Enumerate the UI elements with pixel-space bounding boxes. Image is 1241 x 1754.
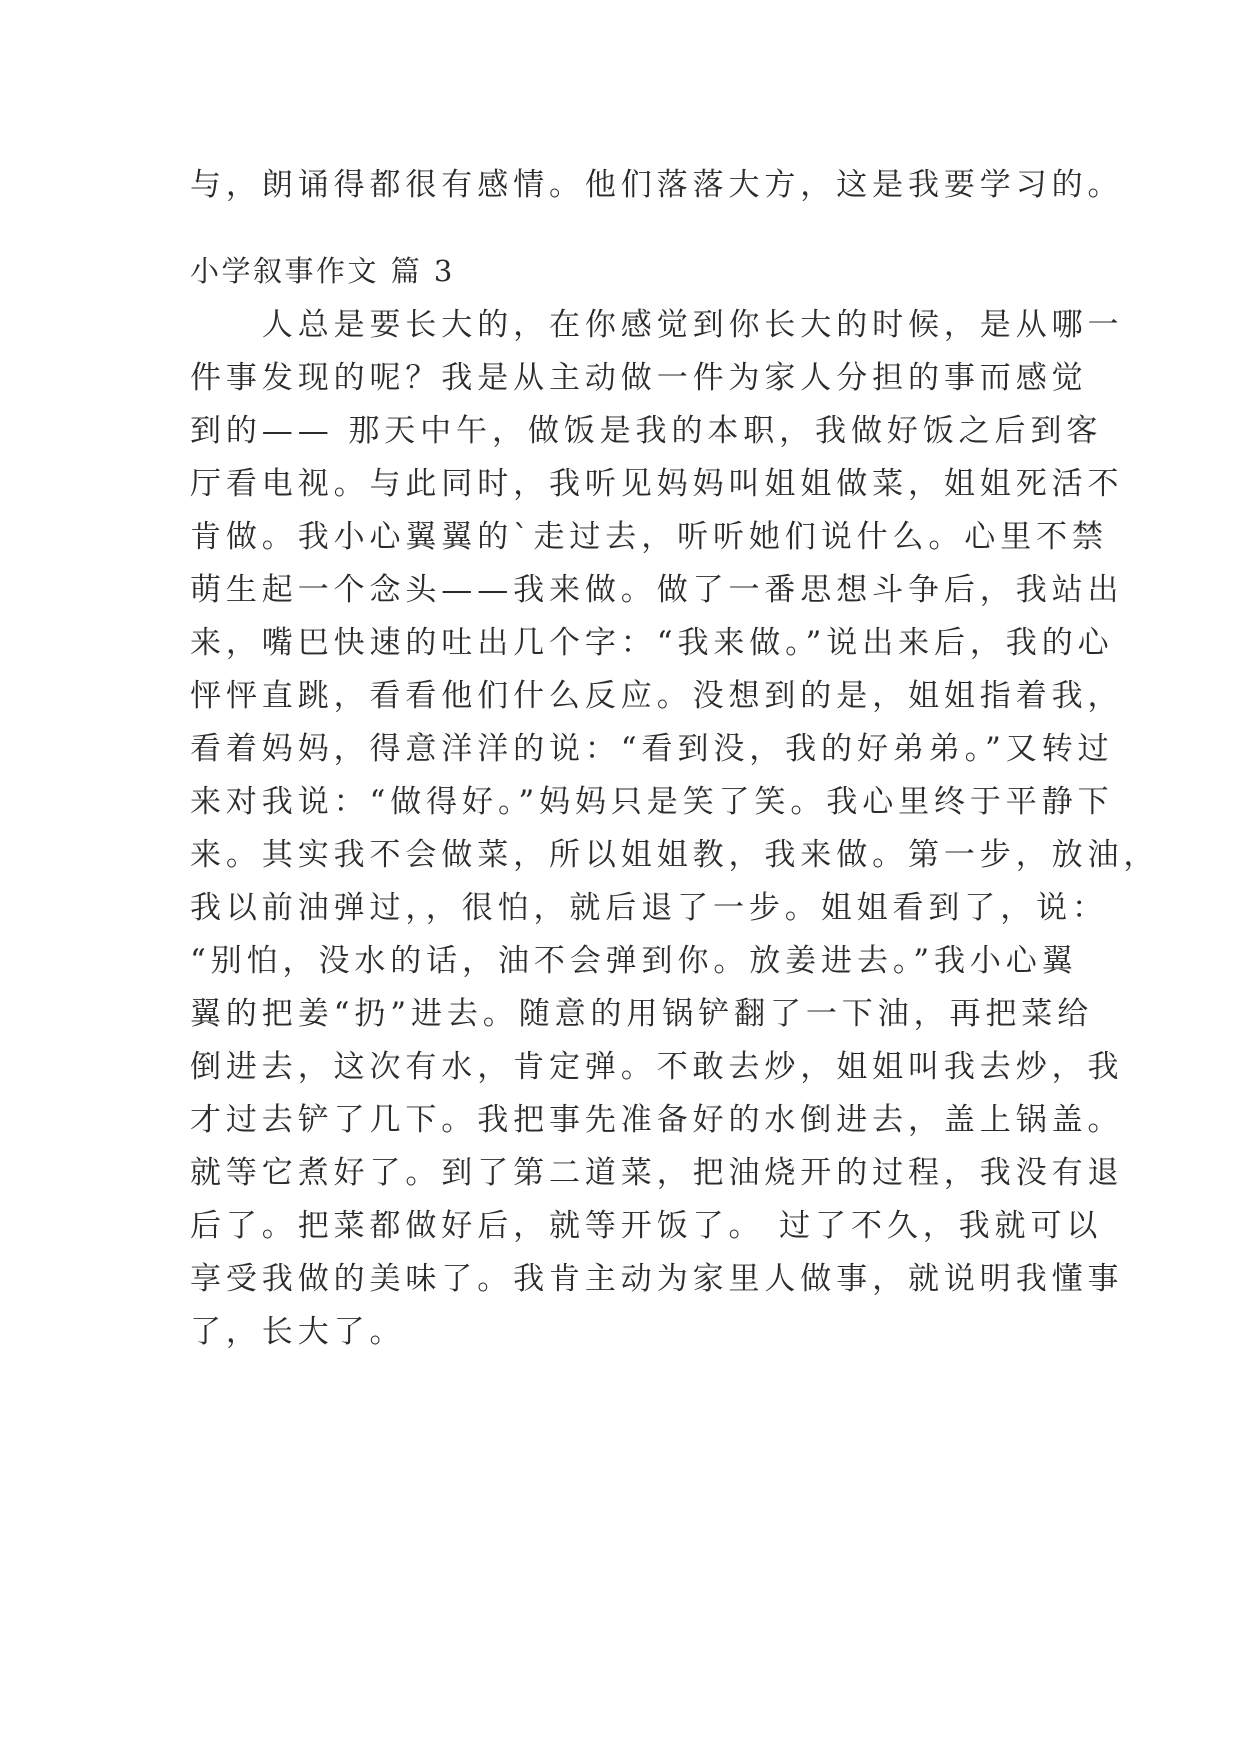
paragraph-line: 肯做。我小心翼翼的`走过去，听听她们说什么。心里不禁 (190, 519, 1108, 555)
paragraph-line: 来，嘴巴快速的吐出几个字：“我来做。”说出来后，我的心 (190, 625, 1114, 661)
paragraph-line: 后了。把菜都做好后，就等开饭了。 过了不久，我就可以 (190, 1208, 1103, 1244)
paragraph-line: 享受我做的美味了。我肯主动为家里人做事，就说明我懂事 (190, 1261, 1124, 1297)
paragraph-line: 倒进去，这次有水，肯定弹。不敢去炒，姐姐叫我去炒，我 (190, 1049, 1124, 1085)
section-heading: 小学叙事作文 篇 3 (190, 254, 455, 288)
paragraph-line: 来对我说：“做得好。”妈妈只是笑了笑。我心里终于平静下 (190, 784, 1114, 820)
paragraph-line: 件事发现的呢？我是从主动做一件为家人分担的事而感觉 (190, 360, 1088, 396)
paragraph-line: 看着妈妈，得意洋洋的说：“看到没，我的好弟弟。”又转过 (190, 731, 1114, 767)
paragraph-line: 萌生起一个念头——我来做。做了一番思想斗争后，我站出 (190, 572, 1124, 608)
paragraph-line-previous: 与，朗诵得都很有感情。他们落落大方，这是我要学习的。 (190, 167, 1124, 203)
paragraph-line: 我以前油弹过，，很怕，就后退了一步。姐姐看到了，说： (190, 890, 1108, 926)
paragraph-line: 厅看电视。与此同时，我听见妈妈叫姐姐做菜，姐姐死活不 (190, 466, 1124, 502)
paragraph-line: 人总是要长大的，在你感觉到你长大的时候，是从哪一 (190, 307, 1124, 343)
paragraph-line: 到的—— 那天中午，做饭是我的本职，我做好饭之后到客 (190, 413, 1103, 449)
paragraph-line: “别怕，没水的话，油不会弹到你。放姜进去。”我小心翼 (190, 943, 1078, 979)
paragraph-line: 怦怦直跳，看看他们什么反应。没想到的是，姐姐指着我， (190, 678, 1124, 714)
paragraph-line: 翼的把姜“扔”进去。随意的用锅铲翻了一下油，再把菜给 (190, 996, 1094, 1032)
paragraph-line: 才过去铲了几下。我把事先准备好的水倒进去，盖上锅盖。 (190, 1102, 1124, 1138)
paragraph-line: 来。其实我不会做菜，所以姐姐教，我来做。第一步，放油， (190, 837, 1160, 873)
paragraph-line: 了，长大了。 (190, 1314, 406, 1350)
paragraph-line: 就等它煮好了。到了第二道菜，把油烧开的过程，我没有退 (190, 1155, 1124, 1191)
